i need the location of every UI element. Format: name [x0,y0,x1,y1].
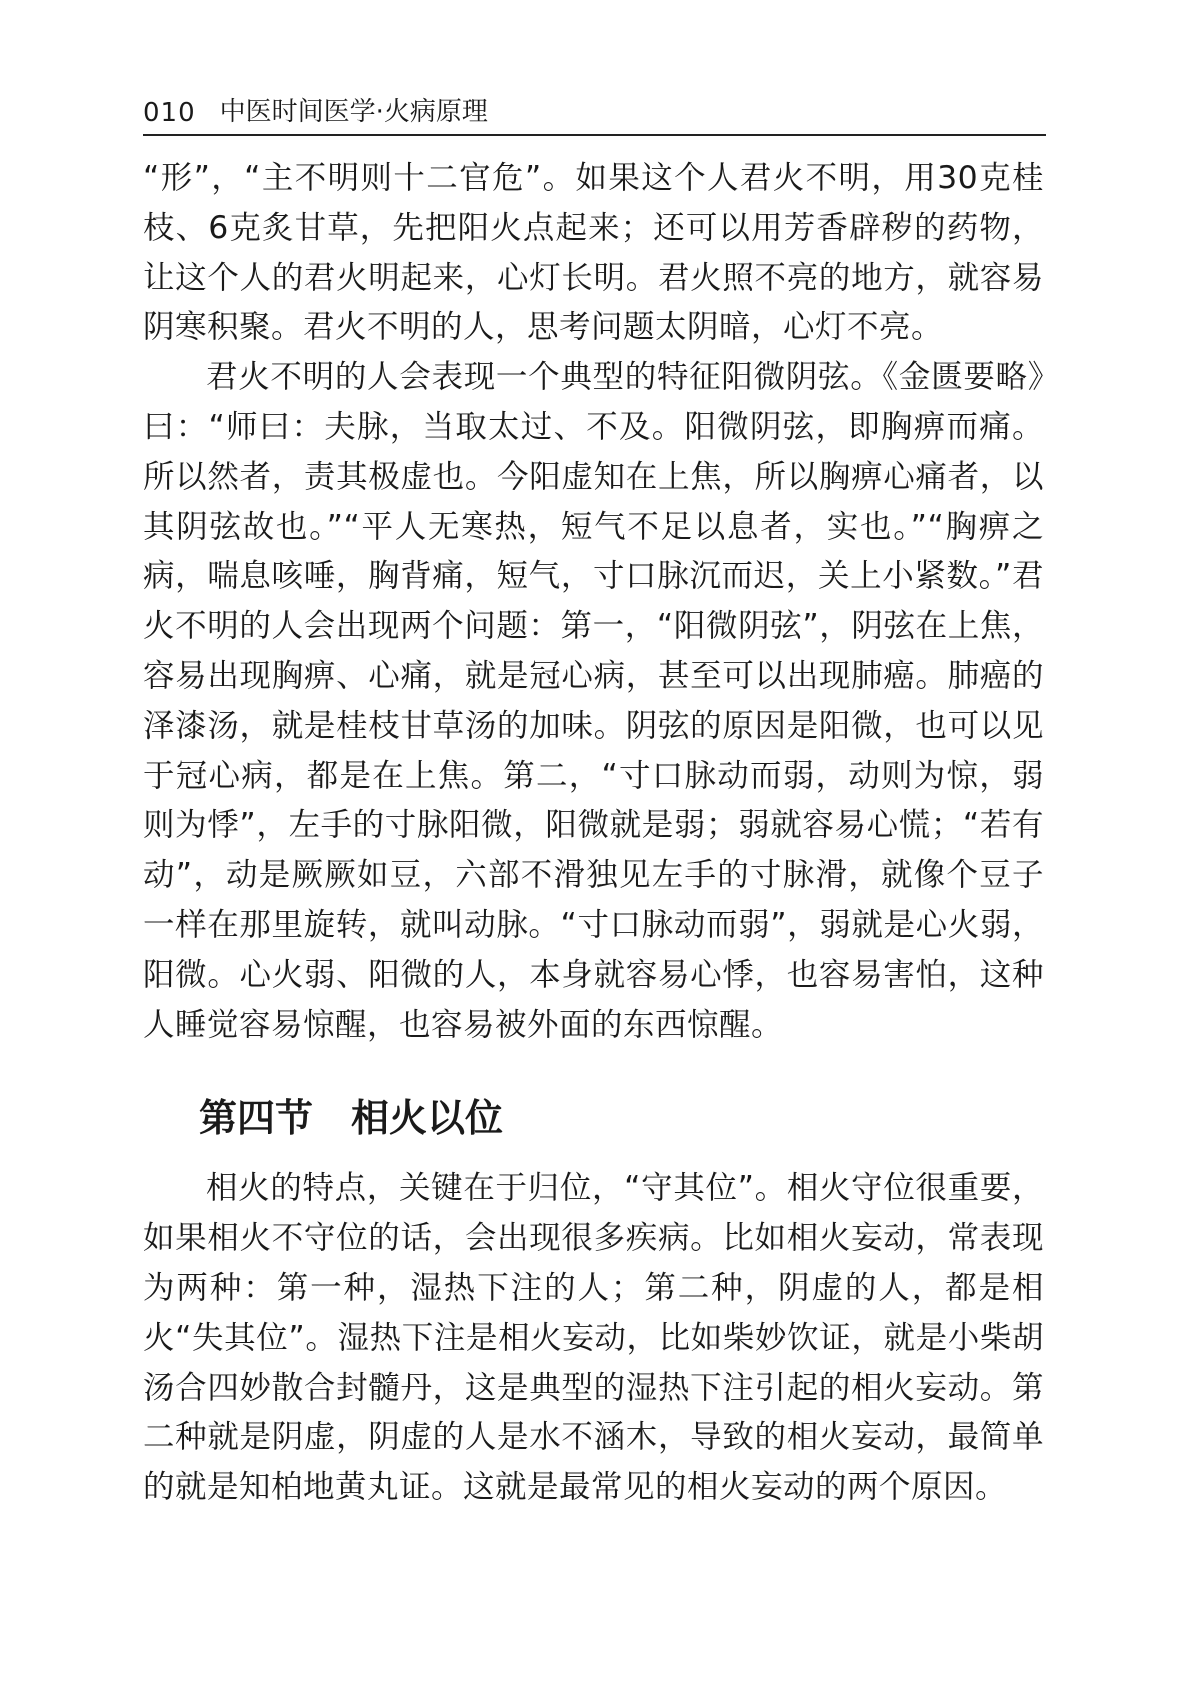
paragraph-yang-wei-yin-xian: 君火不明的人会表现一个典型的特征阳微阴弦。《金匮要略》曰：“师曰：夫脉，当取太过、不及。阳微阴弦，即胸痹而痛。所以然者，责其极虚也。今阳虚知在上焦，所以胸痹心痛者，以其阴弦故也。”“平人无寒热，短气不足以息者，实也。”“胸痹之病，喘息咳唾，胸背痛，短气，寸口脉沉而迟，关上小紧数。”君火不明的人会出现两个问题：第一，“阳微阴弦”，阴弦在上焦，容易出现胸痹、心痛，就是冠心病，甚至可以出现肺癌。肺癌的泽漆汤，就是桂枝甘草汤的加味。阴弦的原因是阳微，也可以见于冠心病，都是在上焦。第二，“寸口脉动而弱，动则为惊，弱则为悸”，左手的寸脉阳微，阳微就是弱；弱就容易心慌；“若有动”，动是厥厥如豆，六部不滑独见左手的寸脉滑，就像个豆子一样在那里旋转，就叫动脉。“寸口脉动而弱”，弱就是心火弱，阳微。心火弱、阳微的人，本身就容易心悸，也容易害怕，这种人睡觉容易惊醒，也容易被外面的东西惊醒。 [143,359,1044,1043]
paragraph-xiang-huo: 相火的特点，关键在于归位，“守其位”。相火守位很重要，如果相火不守位的话，会出现很多疾病。比如相火妄动，常表现为两种：第一种，湿热下注的人；第二种，阴虚的人，都是相火“失其位”。湿热下注是相火妄动，比如柴妙饮证，就是小柴胡汤合四妙散合封髓丹，这是典型的湿热下注引起的相火妄动。第二种就是阴虚，阴虚的人是水不涵木，导致的相火妄动，最简单的就是知柏地黄丸证。这就是最常见的相火妄动的两个原因。 [143,1170,1044,1506]
section-heading: 第四节 相火以位 [199,1095,504,1141]
page-header [143,94,1046,136]
paragraph-continued: “形”，“主不明则十二官危”。如果这个人君火不明，用30克桂枝、6克炙甘草，先把阳火点起来；还可以用芳香辟秽的药物，让这个人的君火明起来，心灯长明。君火照不亮的地方，就容易阴寒积聚。君火不明的人，思考问题太阴暗，心灯不亮。 [143,160,1044,346]
running-title: 中医时间医学·火病原理 [219,97,488,127]
page-number: 010 [143,98,196,128]
page-body [143,154,1044,1513]
